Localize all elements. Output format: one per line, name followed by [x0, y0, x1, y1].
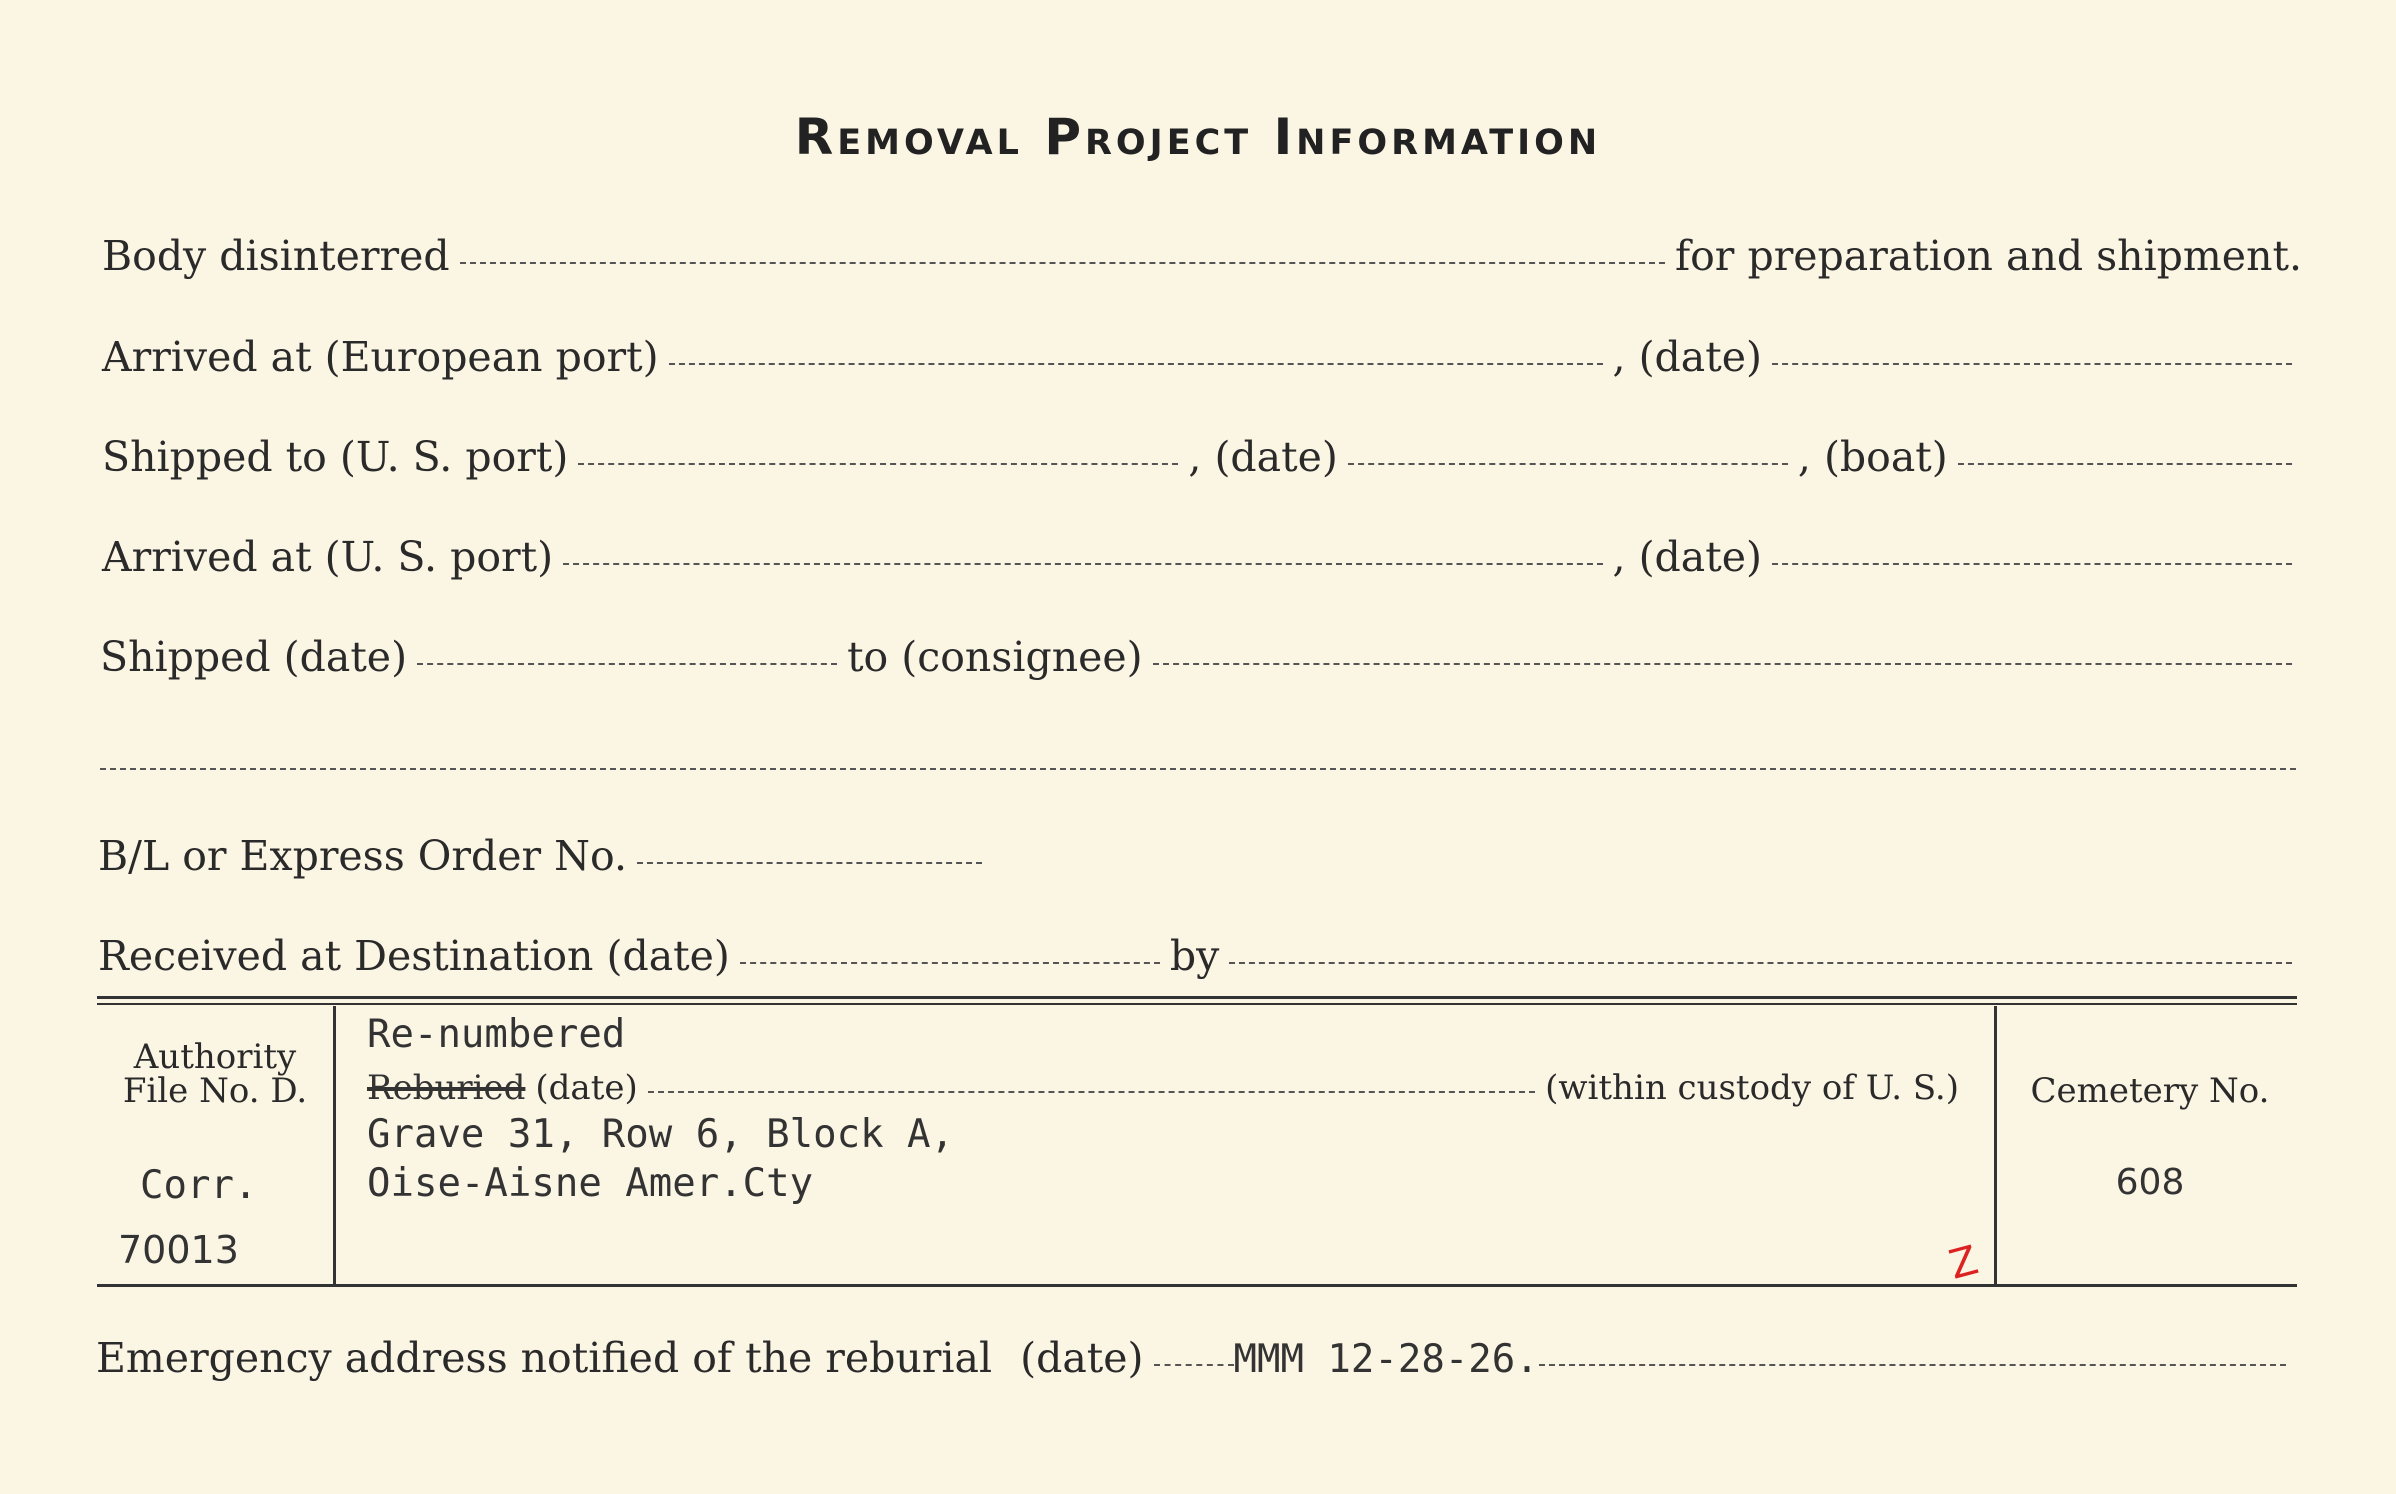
shipped-date-only-field — [417, 663, 837, 665]
european-date-field — [1772, 363, 2292, 365]
file-number: 70013 — [118, 1228, 239, 1272]
boat-label: , (boat) — [1797, 433, 1948, 481]
arrived-us-date-label: , (date) — [1612, 533, 1762, 581]
by-label: by — [1169, 932, 1220, 980]
grave-line-1: Grave 31, Row 6, Block A, — [367, 1112, 954, 1157]
european-port-field — [669, 363, 1603, 365]
box-divider-left — [333, 1006, 336, 1284]
body-disinterred-field — [460, 262, 1665, 264]
emergency-date-lead — [1154, 1364, 1234, 1366]
authority-label: Authority — [133, 1037, 297, 1077]
shipped-date-field — [1348, 463, 1788, 465]
shipped-to-us-row — [102, 433, 2302, 481]
received-by-field — [1229, 962, 2292, 964]
box-top-rule — [97, 996, 2297, 999]
body-disinterred-row — [102, 232, 2302, 280]
us-port-field — [578, 463, 1178, 465]
shipped-date-only-label: Shipped (date) — [100, 633, 408, 681]
emergency-label: Emergency address notified of the reburial — [96, 1334, 993, 1382]
bl-order-field — [637, 862, 982, 864]
grave-line-2: Oise-Aisne Amer.Cty — [367, 1161, 814, 1206]
consignee-label: to (consignee) — [847, 633, 1143, 681]
bl-order-label: B/L or Express Order No. — [98, 832, 628, 880]
shipped-to-us-label: Shipped to (U. S. port) — [102, 433, 569, 481]
arrived-us-label: Arrived at (U. S. port) — [102, 533, 554, 581]
shipped-date-label: , (date) — [1188, 433, 1338, 481]
arrived-us-row — [102, 533, 2302, 581]
blank-line — [100, 768, 2296, 770]
reburied-date-field — [648, 1091, 1535, 1093]
european-date-label: , (date) — [1612, 333, 1762, 381]
body-disinterred-label: Body disinterred — [102, 232, 450, 280]
reburied-row — [367, 1068, 1959, 1108]
renumbered-text: Re-numbered — [367, 1012, 626, 1057]
cemetery-no-label: Cemetery No. — [2030, 1071, 2270, 1111]
emergency-row — [96, 1334, 2296, 1382]
shipped-consignee-row — [100, 633, 2302, 681]
reburied-date-label: (date) — [535, 1068, 638, 1108]
cemetery-no-value: 608 — [2115, 1162, 2185, 1203]
received-label: Received at Destination (date) — [98, 932, 730, 980]
red-check-mark: Z — [1944, 1237, 1983, 1289]
arrived-us-date-field — [1772, 563, 2292, 565]
within-custody-label: (within custody of U. S.) — [1545, 1068, 1959, 1108]
received-row — [98, 932, 2302, 980]
consignee-field — [1153, 663, 2292, 665]
reburied-struck-label: Reburied — [367, 1068, 526, 1108]
boat-field — [1958, 463, 2292, 465]
bl-order-row — [98, 832, 992, 880]
box-top-rule-2 — [97, 1003, 2297, 1005]
emergency-date-label: (date) — [1020, 1334, 1144, 1382]
arrived-european-row — [102, 333, 2302, 381]
file-no-label: File No. D. — [122, 1071, 308, 1111]
arrived-european-label: Arrived at (European port) — [102, 333, 659, 381]
card-title: Removal Project Information — [794, 108, 1602, 166]
corr-label: Corr. — [140, 1163, 258, 1208]
arrived-us-port-field — [563, 563, 1602, 565]
box-divider-right — [1994, 1006, 1997, 1284]
emergency-date-value: MMM 12-28-26. — [1233, 1337, 1539, 1382]
received-date-field — [740, 962, 1160, 964]
emergency-date-field — [1539, 1364, 2286, 1366]
for-preparation-label: for preparation and shipment. — [1674, 232, 2302, 280]
